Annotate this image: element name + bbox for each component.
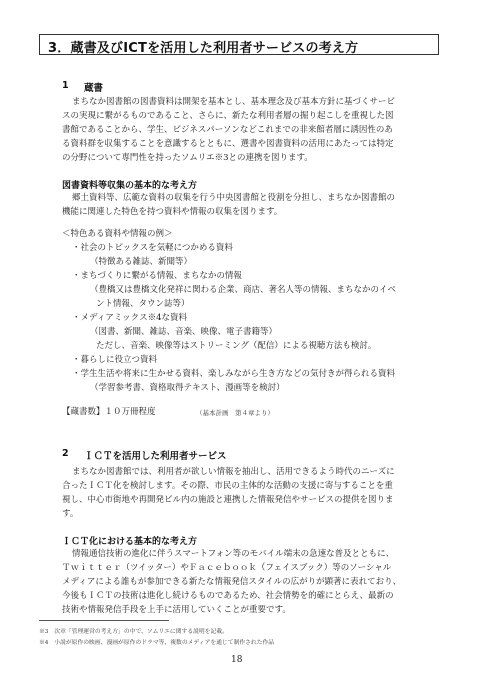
- list-item: ・学生生活や将来に生かせる資料、楽しみながら生き方などの気付きが得られる資料: [72, 369, 396, 379]
- section1-heading: 蔵書: [84, 83, 104, 94]
- footnote: ※3 次章「管理運営の考え方」の中で、ソムリエに関する説明を記載。: [39, 629, 228, 635]
- list-item-detail: （図書、新聞、雑誌、音楽、映像、電子書籍等）: [90, 327, 278, 337]
- list-item-detail: ント情報、タウン誌等）: [96, 299, 190, 309]
- section-title: 3．蔵書及びICTを活用した利用者サービスの考え方: [48, 41, 359, 56]
- section1-para-line: スの実現に繋がるものであること、さらに、新たな利用者層の掘り起こしを重視した図: [62, 111, 394, 121]
- section2-subpara-line: 情報通信技術の進化に伴うスマートフォン等のモバイル端末の急速な普及とともに、: [72, 549, 395, 559]
- footnote-divider: [39, 620, 169, 621]
- feature-list-title: ＜特色ある資料や情報の例＞: [62, 229, 173, 239]
- section2-subheading: ＩＣＴ化における基本的な考え方: [62, 537, 198, 547]
- footnote: ※4 小説が原作の映画、漫画が原作のドラマ等、複数のメディアを通じて制作された作品: [39, 640, 275, 646]
- section1-para-line: る資料群を収集することを意識するとともに、選書や図書資料の活用にあたっては特定: [62, 139, 394, 149]
- section1-subpara-line: 郷土資料等、広範な資料の収集を行う中央図書館と役割を分担し、まちなか図書館の: [72, 193, 396, 203]
- section2-subpara-line: Ｔｗｉｔｔｅｒ（ツイッター）やＦａｃｅｂｏｏｋ（フェイスブック）等のソーシャル: [62, 563, 392, 573]
- section1-subpara-line: 機能に関連した特色を持つ資料や情報の収集を図ります。: [62, 207, 283, 217]
- section1-subheading: 図書資料等収集の基本的な考え方: [62, 181, 198, 191]
- collection-volume: 【蔵書数】１０万冊程度: [62, 407, 156, 417]
- list-item: ・社会のトピックスを気軽につかめる資料: [72, 243, 233, 253]
- section2-subpara-line: メディアによる誰もが参加できる新たな情報発信スタイルの広がりが顕著に表れており、: [62, 577, 402, 587]
- list-item-detail: ただし、音楽、映像等はストリーミング（配信）による視聴方法も検討。: [96, 341, 377, 351]
- section2-subpara-line: 技術や情報発信手段を上手に活用していくことが重要です。: [62, 605, 291, 615]
- section2-number: 2: [62, 448, 69, 459]
- section2-para-line: 視し、中心市街地や再開発ビル内の施設と連携した情報発信やサービスの提供を図りま: [62, 495, 394, 505]
- section2-para-line: まちなか図書館では、利用者が欲しい情報を抽出し、活用できるよう時代のニーズに: [72, 467, 395, 477]
- list-item: ・暮らしに役立つ資料: [72, 355, 158, 365]
- collection-volume-source: （基本計画 第４章より）: [196, 409, 274, 417]
- list-item: ・メディアミックス※4な資料: [72, 313, 187, 323]
- section2-heading: ＩＣＴを活用した利用者サービス: [84, 451, 227, 462]
- section-title-box: [39, 34, 439, 55]
- list-item-detail: （豊橋又は豊橋文化発祥に関わる企業、商店、著名人等の情報、まちなかのイベ: [90, 285, 397, 295]
- section1-para-line: の分野について専門性を持ったソムリエ※3との連携を図ります。: [62, 153, 313, 163]
- page-number: 18: [231, 655, 243, 665]
- list-item: ・まちづくりに繋がる情報、まちなかの情報: [72, 271, 242, 281]
- section1-para-line: 書館であることから、学生、ビジネスパーソンなどこれまでの非来館者層に誘因性のあ: [62, 125, 393, 135]
- section2-para-line: 合ったＩＣＴ化を検討します。その際、市民の主体的な活動の支援に寄与することを重: [62, 481, 393, 491]
- list-item-detail: （特徴ある雑誌、新聞等）: [90, 257, 193, 267]
- list-item-detail: （学習参考書、資格取得テキスト、漫画等を検討）: [90, 383, 285, 393]
- section2-subpara-line: 今後もＩＣＴの技術は進化し続けるものであるため、社会情勢を的確にとらえ、最新の: [62, 591, 394, 601]
- section1-number: 1: [62, 80, 69, 91]
- section2-para-line: す。: [62, 509, 79, 519]
- section1-para-line: まちなか図書館の図書資料は開架を基本とし、基本理念及び基本方針に基づくサービ: [72, 97, 396, 107]
